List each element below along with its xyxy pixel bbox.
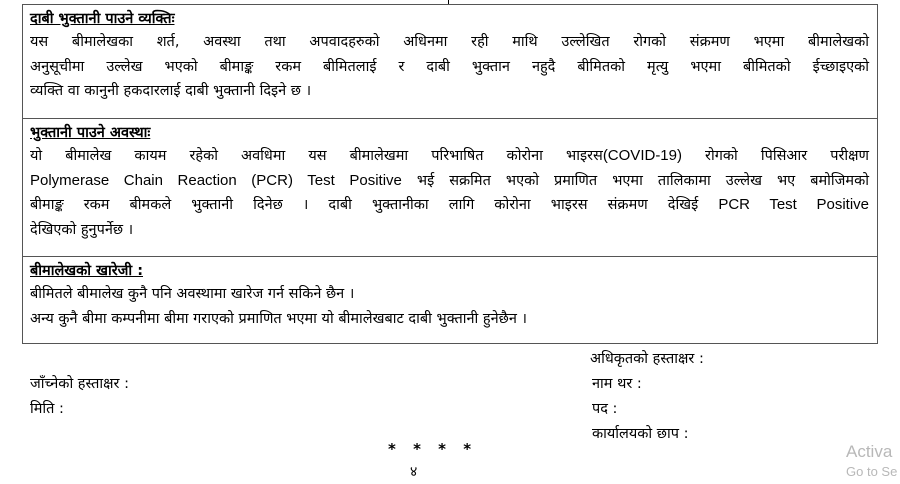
text-line: बीमितले बीमालेख कुनै पनि अवस्थामा खारेज गर्न सकिने छैन । bbox=[30, 286, 355, 302]
text-segment-latin: PCR Test Positive bbox=[718, 196, 870, 213]
payment-condition-section bbox=[22, 118, 878, 256]
payment-condition-text bbox=[30, 144, 869, 242]
text-segment-latin: (COVID-19) bbox=[602, 147, 682, 164]
text-segment-latin: Polymerase Chain Reaction (PCR) Test Positive bbox=[30, 171, 402, 189]
name-label: नाम थर : bbox=[592, 376, 642, 392]
text-line: देखिएको हुनुपर्नेछ । bbox=[30, 221, 134, 238]
text-segment: भई सक्रमित भएको प्रमाणित भएमा तालिकामा उल्लेख भए बमोजिमको bbox=[401, 172, 869, 189]
text-line: अन्य कुनै बीमा कम्पनीमा बीमा गराएको प्रमाणित भएमा यो बीमालेखबाट दाबी भुक्तानी हुनेछैन । bbox=[30, 310, 527, 327]
text-line: यस बीमालेखका शर्त, अवस्था तथा अपवादहरुको अधिनमा रही माथि उल्लेखित रोगको संक्रमण भएमा बीमालेखको bbox=[30, 34, 869, 50]
activation-watermark bbox=[846, 441, 897, 481]
text-line bbox=[30, 144, 869, 169]
text-line: अनुसूचीमा उल्लेख भएको बीमाङ्क रकम बीमितलाई र दाबी भुक्तान नहुदै बीमितको मृत्यु भएमा बीमितको ईच्छाइएको bbox=[30, 58, 869, 75]
text-line bbox=[30, 193, 869, 218]
policy-cancellation-section bbox=[22, 256, 878, 344]
policy-cancellation-text bbox=[30, 282, 869, 331]
watermark-line: Go to Se bbox=[846, 464, 898, 479]
authorized-signature-label: अधिकृतको हस्ताक्षर : bbox=[590, 351, 704, 367]
checker-signature-label: जाँच्नेको हस्ताक्षर : bbox=[30, 376, 129, 392]
claim-recipient-heading: दाबी भुक्तानी पाउने व्यक्तिः bbox=[30, 11, 175, 27]
page-number: ४ bbox=[410, 464, 418, 480]
text-line bbox=[30, 169, 869, 194]
post-label: पद : bbox=[592, 401, 618, 417]
text-line: व्यक्ति वा कानुनी हकदारलाई दाबी भुक्तानी दिइने छ । bbox=[30, 83, 312, 99]
office-seal-label: कार्यालयको छाप : bbox=[592, 426, 689, 442]
end-stars: * * * * bbox=[388, 440, 478, 458]
claim-recipient-text bbox=[30, 30, 869, 104]
payment-condition-heading: भुक्तानी पाउने अवस्थाः bbox=[30, 125, 151, 141]
watermark-line: Activa bbox=[846, 442, 893, 461]
claim-recipient-section bbox=[22, 4, 878, 118]
text-segment: बीमाङ्क रकम बीमकले भुक्तानी दिनेछ । दाबी भुक्तानीका लागि कोरोना भाइरस संक्रमण देखिई bbox=[30, 197, 719, 213]
text-segment: यो बीमालेख कायम रहेको अवधिमा यस बीमालेखमा परिभाषित कोरोना भाइरस bbox=[30, 148, 603, 164]
policy-cancellation-heading: बीमालेखको खारेजी : bbox=[30, 263, 144, 279]
date-label: मिति : bbox=[30, 401, 64, 417]
text-segment: रोगको पिसिआर परीक्षण bbox=[682, 148, 870, 164]
